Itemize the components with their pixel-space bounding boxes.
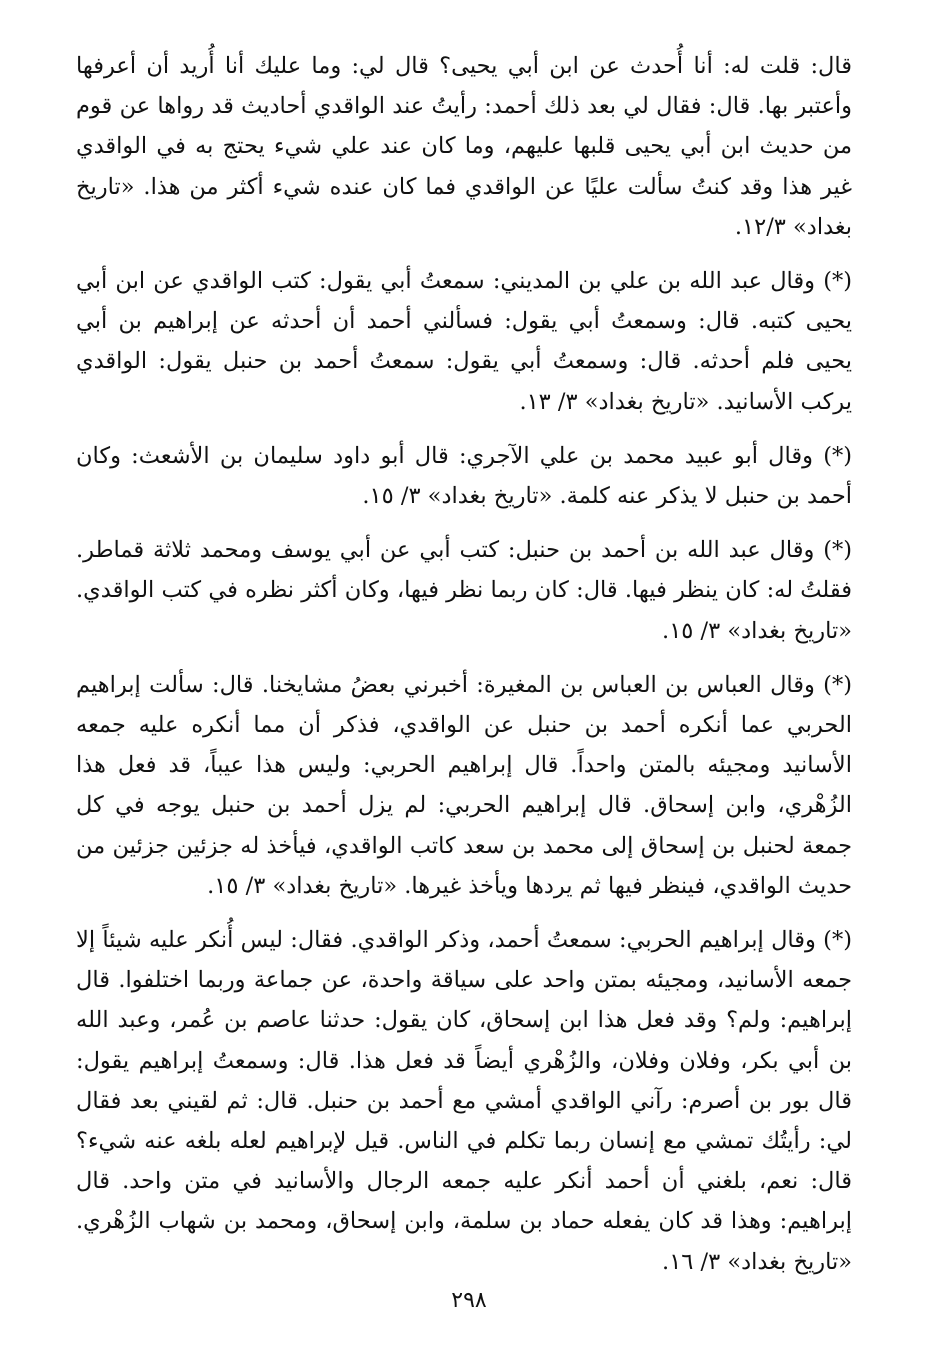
paragraph-al-ajurri: (*) وقال أبو عبيد محمد بن علي الآجري: قال أبو داود سليمان بن الأشعث: وكان أحمد بن حنبل لا يذكر عنه كلمة. «تاريخ بغداد» ٣/ ١٥. [76,442,852,510]
paragraph-al-abbas: (*) وقال العباس بن العباس بن المغيرة: أخبرني بعضُ مشايخنا. قال: سألت إبراهيم الحربي عما أنكره أحمد بن حنبل عن الواقدي، فذكر أن مما أنكره عليه جمعه الأسانيد ومجيئه بالمتن واحداً. قال إبراهيم الحربي: وليس هذا عيباً، قد فعل هذا الزُهْري، وابن إسحاق. قال إبراهيم الحربي: لم يزل أحمد بن حنبل يوجه في كل جمعة لحنبل بن إسحاق إلى محمد بن سعد كاتب الواقدي، فيأخذ له جزئين جزئين من حديث الواقدي، فينظر فيها ثم يردها ويأخذ غيرها. «تاريخ بغداد» ٣/ ١٥. [76,671,852,899]
paragraph-abdullah-ibn-ahmad: (*) وقال عبد الله بن أحمد بن حنبل: كتب أبي عن أبي يوسف ومحمد ثلاثة قماطر. فقلتُ له: كان ينظر فيها. قال: كان ربما نظر فيها، وكان أكثر نظره في كتب الواقدي. «تاريخ بغداد» ٣/ ١٥. [76,537,852,644]
page-number: ٢٩٨ [451,1288,487,1313]
paragraph-intro: قال: قلت له: أنا أُحدث عن ابن أبي يحيى؟ قال لي: وما عليك أنا أُريد أن أعرفها وأعتبر بها. قال: فقال لي بعد ذلك أحمد: رأيتُ عند الواقدي أحاديث قد رواها عن قوم من حديث ابن أبي يحيى قلبها عليهم، وما كان عند علي شيء يحتج به في الواقدي غير هذا وقد كنتُ سألت عليًا عن الواقدي فما كان عنده شيء أكثر من هذا. «تاريخ بغداد» ١٢/٣. [76,53,852,240]
paragraph-ibrahim-al-harbi: (*) وقال إبراهيم الحربي: سمعتُ أحمد، وذكر الواقدي. فقال: ليس أُنكر عليه شيئاً إلا جمعه الأسانيد، ومجيئه بمتن واحد على سياقة واحدة، عن جماعة وربما اختلفوا. قال إبراهيم: ولم؟ وقد فعل هذا ابن إسحاق، كان يقول: حدثنا عاصم بن عُمر، وعبد الله بن أبي بكر، وفلان وفلان، والزُهْري أيضاً قد فعل هذا. قال: وسمعتُ إبراهيم يقول: قال بور بن أصرم: رآني الواقدي أمشي مع أحمد بن حنبل. قال: ثم لقيني بعد فقال لي: رأيتُك تمشي مع إنسان ربما تكلم في الناس. قيل لإبراهيم لعله بلغه عنه شيء؟ قال: نعم، بلغني أن أحمد أنكر عليه جمعه الرجال والأسانيد في متن واحد. قال إبراهيم: وهذا قد كان يفعله حماد بن سلمة، وابن إسحاق، ومحمد بن شهاب الزُهْري. «تاريخ بغداد» ٣/ ١٦. [76,927,852,1275]
paragraph-ibn-al-madini: (*) وقال عبد الله بن علي بن المديني: سمعتُ أبي يقول: كتب الواقدي عن ابن أبي يحيى كتبه. قال: وسمعتُ أبي يقول: فسألني أحمد أن أحدثه عن إبراهيم بن أبي يحيى فلم أحدثه. قال: وسمعتُ أبي يقول: سمعتُ أحمد بن حنبل يقول: الواقدي يركب الأسانيد. «تاريخ بغداد» ٣/ ١٣. [76,268,852,415]
